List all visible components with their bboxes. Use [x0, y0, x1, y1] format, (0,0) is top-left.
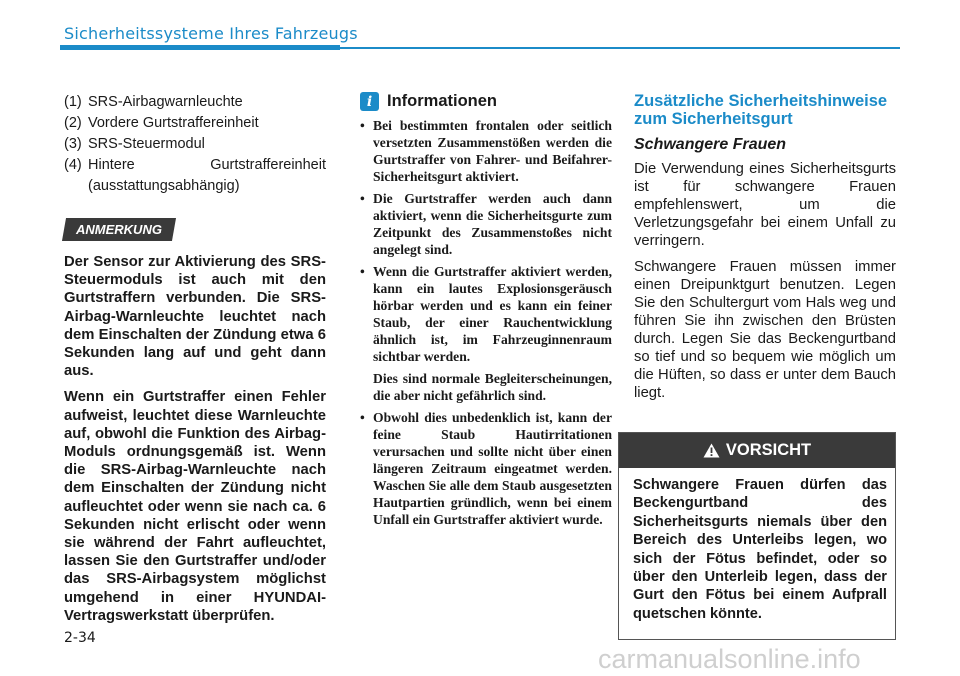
list-item-number: (3) — [64, 136, 82, 152]
list-item — [360, 409, 612, 528]
info-heading — [360, 92, 612, 111]
list-item — [360, 263, 612, 404]
left-column — [64, 92, 326, 625]
info-column — [360, 92, 612, 533]
info-icon: i — [360, 92, 379, 111]
caution-label: VORSICHT — [725, 441, 812, 459]
list-item-number: (4) — [64, 157, 82, 173]
list-item-text: Vordere Gurtstraffereinheit — [88, 115, 259, 131]
bullet-icon: • — [360, 264, 365, 279]
info-list — [360, 117, 612, 528]
note-label — [62, 218, 176, 241]
caution-header — [619, 433, 895, 468]
list-item-number: (1) — [64, 94, 82, 110]
list-item-text: Hintere Gurtstraffereinheit (ausstattungsabhängig) — [88, 157, 326, 194]
list-item-number: (2) — [64, 115, 82, 131]
list-item — [64, 155, 326, 197]
bullet-icon: • — [360, 410, 365, 425]
right-column — [634, 92, 896, 410]
watermark: carmanualsonline.info — [598, 644, 861, 674]
section-title: Zusätzliche Sicherheitshinweise zum Sicherheitsgurt — [634, 92, 888, 128]
info-title: Informationen — [387, 92, 497, 110]
bullet-icon: • — [360, 191, 365, 206]
body-paragraph: Schwangere Frauen müssen immer einen Dreipunktgurt benutzen. Legen Sie den Schultergurt vom Hals weg und führen Sie ihn zwischen den Brüsten durch. Legen Sie das Beckengurtband so tief und so bequem wie möglich um die Hüften, so dass er unter dem Bauch liegt. — [634, 259, 896, 401]
warning-triangle-icon — [703, 443, 720, 458]
list-item — [360, 117, 612, 185]
bullet-icon: • — [360, 118, 365, 133]
note-paragraph: Der Sensor zur Aktivierung des SRS-Steuermoduls ist auch mit den Gurtstraffern verbunden. Die SRS-Airbag-Warnleuchte leuchtet nach dem Einschalten der Zündung etwa 6 Sekunden lang auf und geht dann aus. — [64, 254, 326, 380]
info-item-text: Bei bestimmten frontalen oder seitlich versetzten Zusammenstößen werden die Gurtstraffer von Fahrer- und Beifahrer-Sicherheitsgurt aktiviert. — [373, 118, 612, 184]
list-item — [64, 113, 326, 134]
caution-box — [618, 432, 896, 640]
info-item-text: Dies sind normale Begleiterscheinungen, die aber nicht gefährlich sind. — [373, 371, 612, 403]
body-paragraph: Die Verwendung eines Sicherheitsgurts ist für schwangere Frauen empfehlenswert, um die Verletzungsgefahr bei einem Unfall zu verringern. — [634, 161, 896, 249]
list-item — [360, 190, 612, 258]
list-item — [64, 92, 326, 113]
header-rule-thin — [340, 47, 900, 49]
caution-text: Schwangere Frauen dürfen das Beckengurtband des Sicherheitsgurts niemals über den Bereich des Unterleibs legen, wo sich der Fötus befindet, oder so über den Unterleib legen, dass der Gurt den Fötus bei einem Aufprall quetschen könnte. — [633, 477, 887, 622]
list-item — [64, 134, 326, 155]
note-paragraph: Wenn ein Gurtstraffer einen Fehler aufweist, leuchtet diese Warnleuchte auf, obwohl die Funktion des Airbag-Moduls ordnungsgemäß ist. Wenn die SRS-Airbag-Warnleuchte nach dem Einschalten der Zündung nicht aufleuchtet oder wenn sie nach ca. 6 Sekunden nicht erlischt oder wenn sie während der Fahrt aufleuchtet, lassen Sie den Gurtstraffer und/oder das SRS-Airbagsystem möglichst umgehend in einer HYUNDAI-Vertragswerkstatt überprüfen. — [64, 389, 326, 624]
parts-list — [64, 92, 326, 197]
note-label-text: ANMERKUNG — [76, 222, 162, 237]
subsection-title: Schwangere Frauen — [634, 136, 787, 153]
info-item-text: Die Gurtstraffer werden auch dann aktiviert, wenn die Sicherheitsgurte zum Zeitpunkt des Zusammenstoßes nicht angelegt sind. — [373, 191, 612, 257]
info-item-text: Obwohl dies unbedenklich ist, kann der feine Staub Hautirritationen verursachen und sollte nicht über einen längeren Zeitraum eingeatmet werden. Waschen Sie alle dem Staub ausgesetzten Hautpartien gründlich, wenn bei einem Unfall ein Gurtstraffer aktiviert wurde. — [373, 410, 612, 527]
list-item-text: SRS-Airbagwarnleuchte — [88, 94, 243, 110]
header-rule-thick — [60, 45, 340, 50]
info-item-text: Wenn die Gurtstraffer aktiviert werden, kann ein lautes Explosionsgeräusch hörbar werden und es kann ein feiner Staub, der einer Rauchentwicklung ähnlich ist, im Fahrzeuginnenraum sichtbar werden. — [373, 264, 612, 364]
list-item-text: SRS-Steuermodul — [88, 136, 205, 152]
section-header-title: Sicherheitssysteme Ihres Fahrzeugs — [64, 24, 358, 43]
page-number: 2-34 — [64, 630, 96, 646]
